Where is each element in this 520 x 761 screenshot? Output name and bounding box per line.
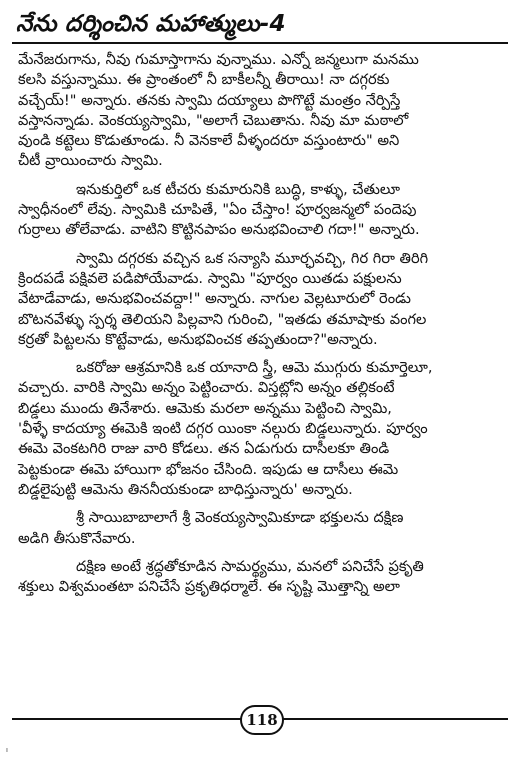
page-footer — [12, 705, 508, 735]
paragraph: స్వామి దగ్గరకు వచ్చిన ఒక సన్యాసి మూర్ఛవచ్చి, గిర గిరా తిరిగి క్రిందపడే పక్షివలె పడిపోయేవాడు. స్వామి "పూర్వం యితడు పక్షులను వేటాడేవాడు, అనుభవించవద్దా!" అన్నారు. నాగుల వెల్లటూరులో రెండు బొటనవేళ్ళు స్పర్శ తెలియని పిల్లవాని గురించి, "ఇతడు తమాషాకు వంగల కర్రతో పిట్టలను కొట్టేవాడు, అనుభవించక తప్పతుందా?"అన్నారు. — [18, 249, 429, 348]
running-header — [12, 8, 508, 42]
page-body — [18, 50, 504, 597]
paragraph: దక్షిణ అంటే శ్రద్ధతోకూడిన సామర్థ్యము, మనలో పనిచేసే ప్రకృతి శక్తులు విశ్వమంతటా పనిచేసే ప్రకృతిధర్మాలే. ఈ సృష్టి మొత్తాన్ని అలా — [18, 557, 424, 596]
scan-mark: ı — [6, 746, 8, 754]
paragraph-continued: మేనేజరుగాను, నీవు గుమాస్తాగాను వున్నాము. ఎన్నో జన్మలుగా మనము కలసి వస్తున్నాము. ఈ ప్రాంతంలో నీ బాకీలన్నీ తీరాయి! నా దగ్గరకు వచ్చేయ్!" అన్నారు. తనకు స్వామి దయ్యాలు పొగొట్టే మంత్రం నేర్పిస్తే వస్తానన్నాడు. వెంకయ్యస్వామి, "అలాగే చెబుతాను. నీవు మా మఠాలో వుండి కట్టెలు కొడుతూండు. నీ వెనకాలే వీళ్ళందరూ వస్తుంటారు" అని చీటీ వ్రాయించారు స్వామి. — [18, 51, 419, 170]
paragraph: శ్రీ సాయిబాబాలాగే శ్రీ వెంకయ్యస్వామికూడా భక్తులను దక్షిణ అడిగి తీసుకొనేవారు. — [18, 509, 404, 547]
page-number: 118 — [240, 705, 284, 735]
paragraph: ఇనుకుర్తిలో ఒక టీచరు కుమారునికి బుద్ధి, కాళ్ళు, చేతులూ స్వాధీనంలో లేవు. స్వామికి చూపితే, "ఏం చేస్తాం! పూర్వజన్మలో పందెపు గుర్రాలు తోలేవాడు. వాటిని కొట్టినపాపం అనుభవించాలి గదా!" అన్నారు. — [18, 180, 420, 239]
header-rule — [12, 42, 508, 44]
paragraph: ఒకరోజు ఆశ్రమానికి ఒక యానాది స్త్రీ, ఆమె ముగ్గురు కుమార్తెలూ, వచ్చారు. వారికి స్వామి అన్నం పెట్టించారు. విస్తట్లోని అన్నం తల్లికంటే బిడ్డలు ముందు తినేశారు. ఆమెకు మరలా అన్నము పెట్టించి స్వామి, 'వీళ్ళే కాదయ్యా ఈమెకి ఇంటి దగ్గర యింకా నల్గురు బిడ్డలున్నారు. పూర్వం ఈమె వెంకటగిరి రాజు వారి కోడలు. తన ఏడుగురు దాసీలకూ తిండి పెట్టకుండా ఈమె హాయిగా భోజనం చేసింది. ఇపుడు ఆ దాసీలు ఈమె బిడ్డలైపుట్టి ఆమెను తిననీయకుండా బాధిస్తున్నారు' అన్నారు. — [18, 359, 433, 498]
book-title: నేను దర్శించిన మహాత్ములు-4 — [16, 11, 286, 37]
